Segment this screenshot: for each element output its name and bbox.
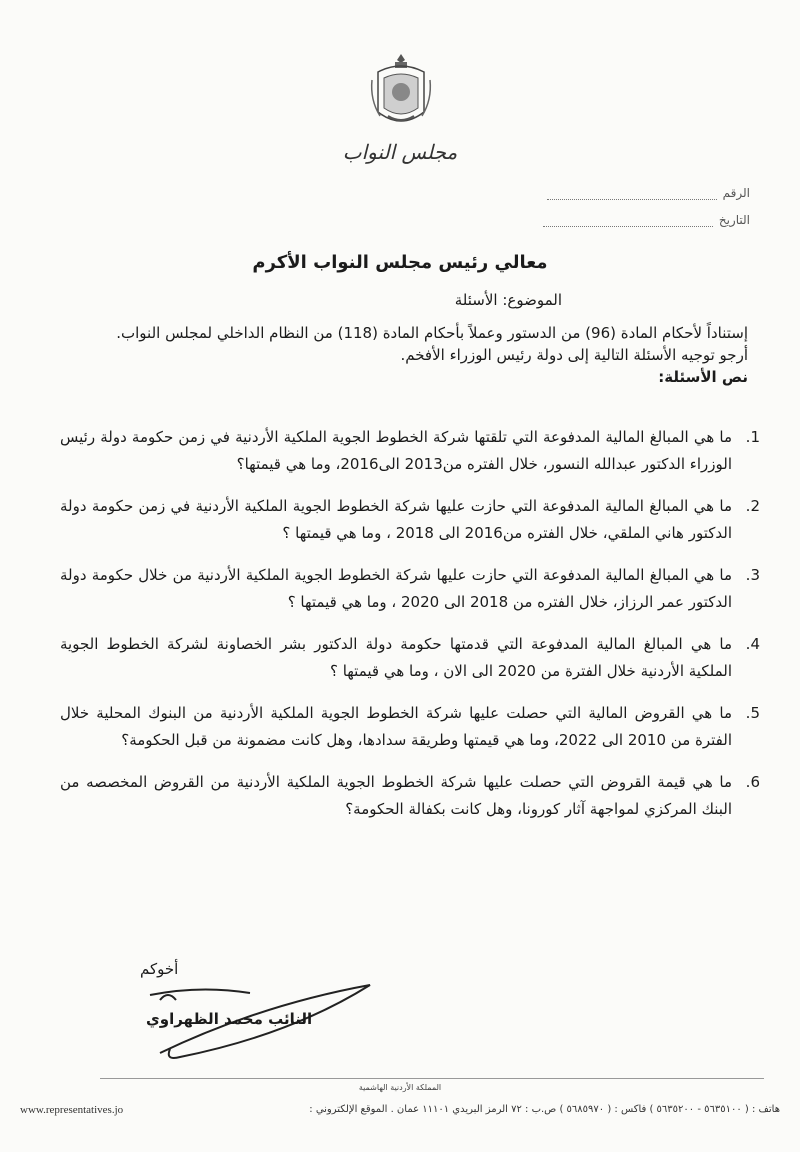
reference-dotted-line [547, 187, 717, 200]
recipient-line: معالي رئيس مجلس النواب الأكرم [252, 252, 548, 273]
question-item: 4. ما هي المبالغ المالية المدفوعة التي قدمتها حكومة دولة الدكتور بشر الخصاونة لشركة الخطوط الجوية الملكية الأردنية خلال الفترة من 2020 الى الان ، وما هي قيمتها ؟ [60, 635, 760, 680]
intro-paragraph: إستناداً لأحكام المادة (96) من الدستور وعملاً بأحكام المادة (118) من النظام الداخلي لمجلس النواب. [116, 324, 748, 342]
footer-divider [100, 1078, 764, 1079]
signer-name: النائب محمد الظهراوي [146, 1010, 313, 1028]
question-item: 2. ما هي المبالغ المالية المدفوعة التي حازت عليها شركة الخطوط الجوية الملكية الأردنية في زمن حكومة دولة الدكتور هاني الملقي، خلال الفتره من2016 الى 2018 ، وما هي قيمتها ؟ [60, 497, 760, 542]
date-dotted-line [543, 214, 713, 227]
questions-list [60, 424, 760, 838]
question-item: 5. ما هي القروض المالية التي حصلت عليها شركة الخطوط الجوية الملكية الأردنية من البنوك المحلية خلال الفترة من 2010 الى 2022، وما هي قيمتها وطريقة سدادها، وهل كانت مضمونة من قبل الحكومة؟ [60, 704, 760, 749]
date-field [543, 213, 750, 227]
closing-line: أخوكم [140, 960, 179, 978]
footer-org-name: المملكة الأردنية الهاشمية [358, 1083, 442, 1092]
subject-line: الموضوع: الأسئلة [454, 291, 562, 309]
question-item: 3. ما هي المبالغ المالية المدفوعة التي حازت عليها شركة الخطوط الجوية الملكية الأردنية من خلال حكومة دولة الدكتور عمر الرزاز، خلال الفتره من 2018 الى 2020 ، وما هي قيمتها ؟ [60, 566, 760, 611]
reference-field [547, 186, 750, 200]
footer-contact-details: هاتف : ( ٥٦٣٥١٠٠ - ٥٦٣٥٢٠٠ ) فاكس : ( ٥٦٨٥٩٧٠ ) ص.ب : ٧٢ الرمز البريدي ١١١٠١ عمان . الموقع الإلكتروني : [309, 1104, 780, 1115]
date-label: التاريخ [718, 213, 750, 227]
reference-label: الرقم [722, 186, 750, 200]
questions-heading: نص الأسئلة: [658, 368, 748, 386]
question-item: 6. ما هي قيمة القروض التي حصلت عليها شركة الخطوط الجوية الملكية الأردنية من القروض المخصصه من البنك المركزي لمواجهة آثار كورونا، وهل كانت بكفالة الحكومة؟ [60, 773, 760, 818]
footer-contact [20, 1104, 780, 1116]
coat-of-arms-icon [368, 50, 434, 130]
footer-website-link[interactable]: www.representatives.jo [20, 1104, 124, 1116]
question-item: 1. ما هي المبالغ المالية المدفوعة التي تلقتها شركة الخطوط الجوية الملكية الأردنية في زمن حكومة دولة رئيس الوزراء الدكتور عبدالله النسور، خلال الفتره من2013 الى2016، وما هي قيمتها؟ [60, 428, 760, 473]
council-name: مجلس النواب [342, 140, 458, 164]
letter-body [58, 322, 748, 388]
request-paragraph: أرجو توجيه الأسئلة التالية إلى دولة رئيس الوزراء الأفخم. [400, 346, 748, 364]
